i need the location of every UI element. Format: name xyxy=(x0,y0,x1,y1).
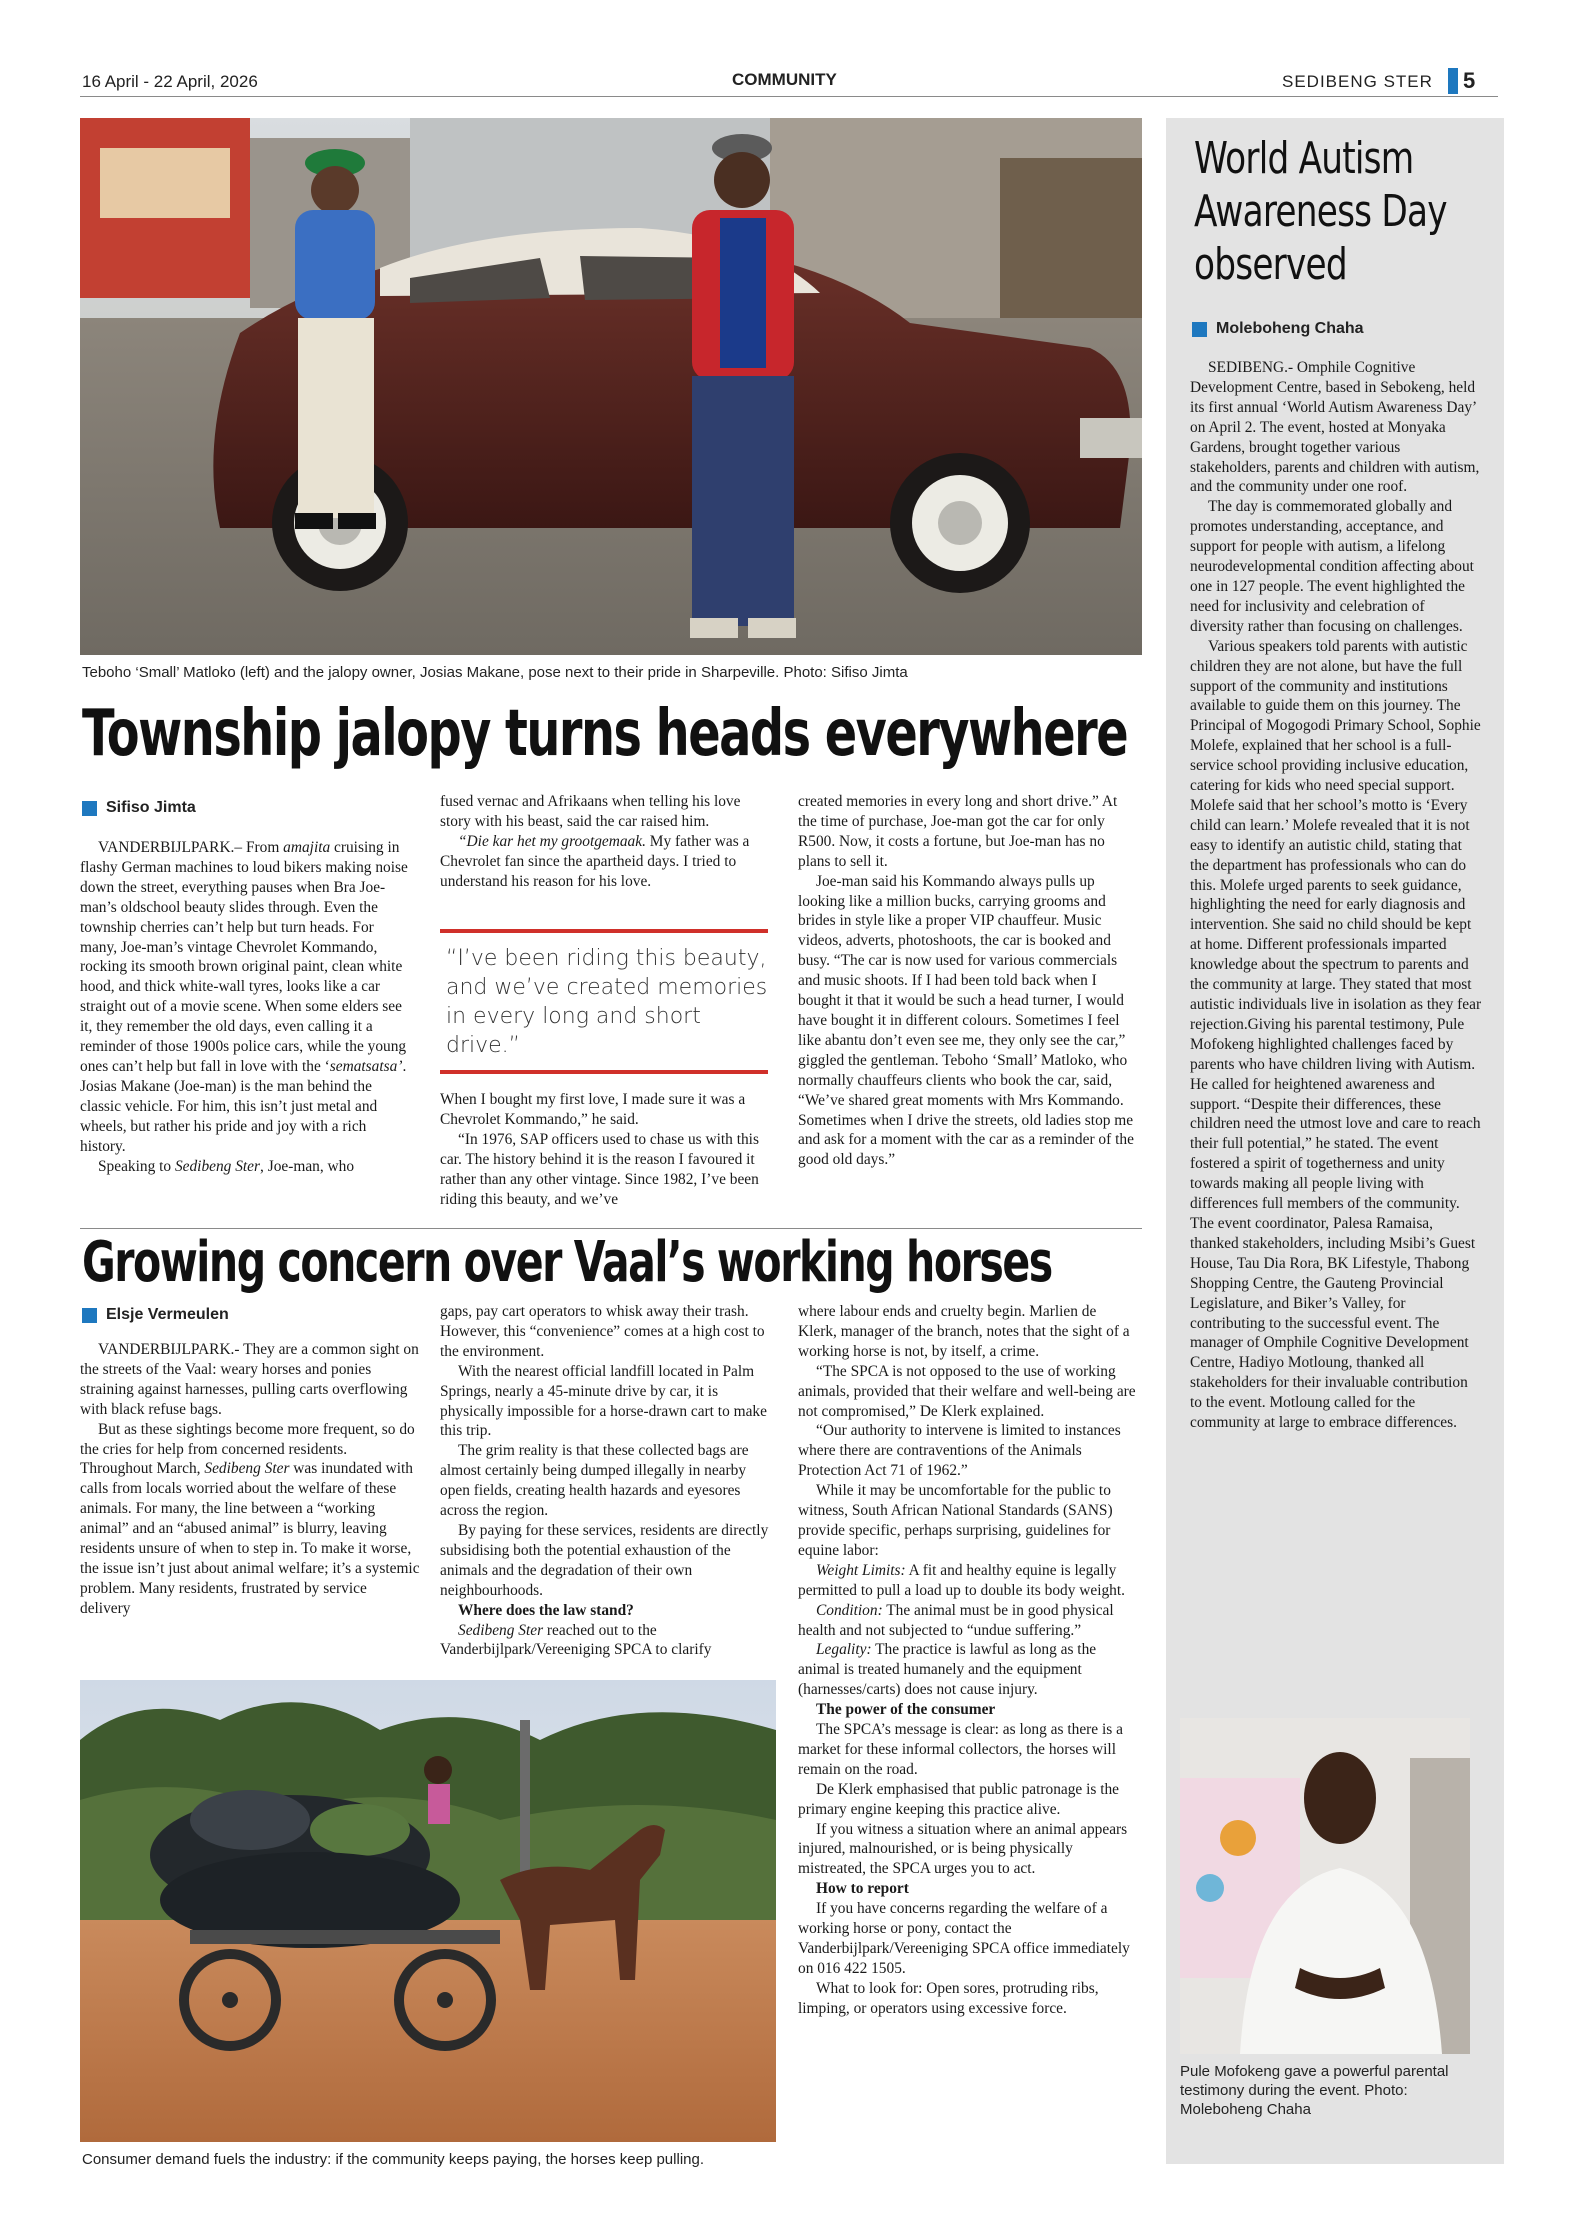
story1-author: Sifiso Jimta xyxy=(106,799,196,816)
sidebar-paragraph: The day is commemorated globally and promotes understanding, acceptance, and support for people with autism, a lifelong neurodevelopmental condition affecting about one in 127 people. The event highlighted the need for inclusivity and celebration of diversity rather than focusing on challenges. xyxy=(1190,498,1474,635)
story2-column-3 xyxy=(798,1302,1138,2019)
story1-column-3 xyxy=(798,792,1138,1170)
story1-column-2 xyxy=(440,792,770,892)
story2-c3-paragraph: Weight Limits: A fit and healthy equine is legally permitted to pull a load up to double its body weight. xyxy=(798,1561,1126,1599)
story1-c2-paragraph: “In 1976, SAP officers used to chase us with this car. The history behind it is the reason I favoured it rather than any other vintage. Since 1982, I’ve been riding this beauty, and we’ve xyxy=(440,1130,759,1208)
story2-c2-paragraph: By paying for these services, residents are directly subsidising both the potential exhaustion of the animals and the degradation of their own neighbourhoods. xyxy=(440,1521,769,1599)
story2-subhead: Where does the law stand? xyxy=(458,1601,634,1619)
story2-column-1 xyxy=(80,1340,420,1619)
story2-c3-paragraph: The SPCA’s message is clear: as long as there is a market for these informal collectors, the horses will remain on the road. xyxy=(798,1721,1123,1778)
publication-name: SEDIBENG STER xyxy=(1282,72,1433,91)
story2-subhead: How to report xyxy=(816,1880,909,1898)
byline-marker xyxy=(82,801,97,816)
story1-c2-paragraph: When I bought my first love, I made sure it was a Chevrolet Kommando,” he said. xyxy=(440,1091,746,1128)
story2-c3-paragraph: What to look for: Open sores, protruding ribs, limping, or operators using excessive force. xyxy=(798,1979,1099,2017)
story2-c2-paragraph: Sedibeng Ster reached out to the Vanderbijlpark/Vereeniging SPCA to clarify xyxy=(440,1621,712,1659)
story2-c3-paragraph: If you have concerns regarding the welfare of a working horse or pony, contact the Vanderbijlpark/Vereeniging SPCA office immediately on 016 422 1505. xyxy=(798,1900,1130,1977)
story2-c3-paragraph: Condition: The animal must be in good physical health and not subjected to “undue suffering.” xyxy=(798,1601,1114,1639)
story2-column-2 xyxy=(440,1302,776,1660)
horse-cart-photo xyxy=(80,1680,776,2142)
pull-quote-bottom-rule xyxy=(440,1070,768,1074)
issue-date: 16 April - 22 April, 2026 xyxy=(82,72,258,91)
story2-author: Elsje Vermeulen xyxy=(106,1306,229,1323)
story2-c3-paragraph: “Our authority to intervene is limited to instances where there are contraventions of the Animals Protection Act 71 of 1962.” xyxy=(798,1422,1121,1480)
sidebar-body xyxy=(1190,358,1482,1433)
story1-c1-paragraph: Speaking to Sedibeng Ster, Joe-man, who xyxy=(98,1157,355,1175)
story1-c2-paragraph: “Die kar het my grootgemaak. My father was a Chevrolet fan since the apartheid days. I tried to understand his reason for his love. xyxy=(440,832,750,890)
story1-column-1 xyxy=(80,838,414,1176)
story2-c1-paragraph: VANDERBIJLPARK.- They are a common sight on the streets of the Vaal: weary horses and ponies straining against harnesses, pulling carts overflowing with black refuse bags. xyxy=(80,1341,419,1418)
sidebar-headline-line: observed xyxy=(1194,239,1347,290)
horse-cart-photo-caption: Consumer demand fuels the industry: if the community keeps paying, the horses keep pulling. xyxy=(82,2151,705,2168)
horse-cart-photo-illustration xyxy=(80,1680,776,2142)
jalopy-photo-illustration xyxy=(80,118,1142,655)
speaker-photo-caption: Pule Mofokeng gave a powerful parental testimony during the event. Photo: Moleboheng Chaha xyxy=(1180,2063,1449,2118)
sidebar-headline-line: Awareness Day xyxy=(1194,186,1447,237)
story1-c1-paragraph: VANDERBIJLPARK.– From amajita cruising in flashy German machines to loud bikers making noise down the street, everything pauses when Bra Joe-man’s oldschool beauty slides through. Even the township cherries can’t help but turn heads. For many, Joe-man’s vintage Chevrolet Kommando, rocking its smooth brown original paint, clean white hood, and thick white-wall tyres, looks like a car straight out of a movie scene. When some elders see it, they remember the old days, even calling it a reminder of those 1900s police cars, while the young ones can’t help but fall in love with the ‘sematsatsa’. Josias Makane (Joe-man) is the man behind the classic vehicle. For him, this isn’t just metal and wheels, but rather his pride and joy with a rich history. xyxy=(80,839,408,1155)
sidebar-headline xyxy=(1194,132,1494,291)
page-number: 5 xyxy=(1463,68,1476,93)
story1-headline: Township jalopy turns heads everywhere xyxy=(82,697,1128,771)
story1-c3-paragraph: created memories in every long and short drive.” At the time of purchase, Joe-man got the car for only R500. Now, it costs a fortune, but Joe-man has no plans to sell it. xyxy=(798,793,1118,870)
story2-headline: Growing concern over Vaal’s working horses xyxy=(82,1230,1052,1295)
story1-column-2-continued xyxy=(440,1090,770,1209)
byline-marker xyxy=(82,1308,97,1323)
page-number-marker xyxy=(1448,68,1458,94)
story2-byline xyxy=(82,1306,229,1324)
sidebar-headline-line: World Autism xyxy=(1194,133,1414,184)
story2-c3-paragraph: De Klerk emphasised that public patronage is the primary engine keeping this practice alive. xyxy=(798,1780,1120,1818)
story2-c2-paragraph: The grim reality is that these collected bags are almost certainly being dumped illegally in nearby open fields, creating health hazards and eyesores across the region. xyxy=(440,1442,749,1520)
pull-quote-top-rule xyxy=(440,929,768,933)
story2-subhead: The power of the consumer xyxy=(816,1701,996,1719)
story2-c1-paragraph: But as these sightings become more frequent, so do the cries for help from concerned residents. Throughout March, Sedibeng Ster was inundated with calls from locals worried about the welfare of these animals. For many, the line between a “working animal” and an “abused animal” is blurry, leaving residents unsure of when to step in. To make it worse, the issue isn’t just about animal welfare; it’s a systemic problem. Many residents, frustrated by service delivery xyxy=(80,1420,420,1617)
story1-byline xyxy=(82,799,196,817)
jalopy-photo-caption: Teboho ‘Small’ Matloko (left) and the jalopy owner, Josias Makane, pose next to their pride in Sharpeville. Photo: Sifiso Jimta xyxy=(82,664,908,681)
story1-c2-paragraph: fused vernac and Afrikaans when telling his love story with his beast, said the car raised him. xyxy=(440,793,741,830)
pull-quote: “I’ve been riding this beauty, and we’ve created memories in every long and short drive.” xyxy=(446,946,768,1058)
story2-c3-paragraph: While it may be uncomfortable for the public to witness, South African National Standards (SANS) provide specific, perhaps surprising, guidelines for equine labor: xyxy=(798,1482,1113,1559)
speaker-photo xyxy=(1180,1718,1470,2054)
story2-c2-paragraph: With the nearest official landfill located in Palm Springs, nearly a 45-minute drive by car, it is physically impossible for a horse-drawn cart to make this trip. xyxy=(440,1362,767,1440)
section-label: COMMUNITY xyxy=(732,70,837,89)
jalopy-photo xyxy=(80,118,1142,655)
speaker-photo-illustration xyxy=(1180,1718,1470,2054)
story2-c3-paragraph: “The SPCA is not opposed to the use of working animals, provided that their welfare and well-being are not compromised,” De Klerk explained. xyxy=(798,1362,1136,1420)
sidebar-byline xyxy=(1192,320,1364,338)
story1-c3-paragraph: Joe-man said his Kommando always pulls up looking like a million bucks, carrying grooms and brides in style like a proper VIP chauffeur. Music videos, adverts, photoshoots, the car is booked and busy. “The car is now used for various commercials and music shoots. If I had been told back when I bought it that it would be such a head turner, I would have bought it in different colours. Sometimes I feel like abantu don’t even see me, they only see the car,” giggled the gentleman. Teboho ‘Small’ Matloko, who normally chauffeurs clients who book the car, said, “We’ve shared great moments with Mrs Kommando. Sometimes when I drive the streets, old ladies stop me and ask for a moment with the car as a reminder of the good old days.” xyxy=(798,872,1134,1169)
story2-c3-paragraph: If you witness a situation where an animal appears injured, malnourished, or is being physically mistreated, the SPCA urges you to act. xyxy=(798,1820,1128,1878)
header-rule xyxy=(80,96,1498,97)
sidebar-author: Moleboheng Chaha xyxy=(1216,320,1364,337)
sidebar-paragraph: Various speakers told parents with autistic children they are not alone, but have the full support of the community and institutions available to guide them on this journey. The Principal of Mogogodi Primary School, Sophie Molefe, explained that her school is a full-service school providing inclusive education, catering for kids who need special support. Molefe said that her school’s motto is ‘Every child can learn.’ Molefe revealed that it is not easy to identify an autistic child, stating that the department has professionals who can do this. Molefe urged parents to seek guidance, highlighting the need for early diagnosis and intervention. She said no child should be kept at home. Different professionals imparted knowledge about the spectrum to parents and the community at large. They stated that most autistic individuals live in isolation as they fear rejection.Giving his parental testimony, Pule Mofokeng highlighted challenges faced by parents who have children living with Autism. He called for heightened awareness and support. “Despite their differences, these children need the utmost love and care to reach their full potential,” he stated. The event fostered a spirit of togetherness and unity towards making all people living with differences full members of the community. The event coordinator, Palesa Ramaisa, thanked stakeholders, including Msibi’s Guest House, Tau Dia Rora, BK Lifestyle, Thabong Shopping Centre, the Gauteng Provincial Legislature, and Biker’s Valley, for contributing to the successful event. The manager of Omphile Cognitive Development Centre, Hadiyo Motloung, thanked all stakeholders for their invaluable contribution to the event. Motloung called for the community at large to embrace differences. xyxy=(1190,637,1482,1432)
story2-c3-paragraph: Legality: The practice is lawful as long as the animal is treated humanely and the equipment (harnesses/carts) does not cause injury. xyxy=(798,1641,1097,1699)
story2-c3-paragraph: where labour ends and cruelty begin. Marlien de Klerk, manager of the branch, notes that the sight of a working horse is not, by itself, a crime. xyxy=(798,1303,1130,1360)
sidebar-paragraph: SEDIBENG.- Omphile Cognitive Development Centre, based in Sebokeng, held its first annual ‘World Autism Awareness Day’ on April 2. The event, hosted at Monyaka Gardens, brought together various stakeholders, parents and children with autism, and the community under one roof. xyxy=(1190,359,1480,496)
story2-c2-paragraph: gaps, pay cart operators to whisk away their trash. However, this “convenience” comes at a high cost to the environment. xyxy=(440,1303,765,1360)
byline-marker xyxy=(1192,322,1207,337)
